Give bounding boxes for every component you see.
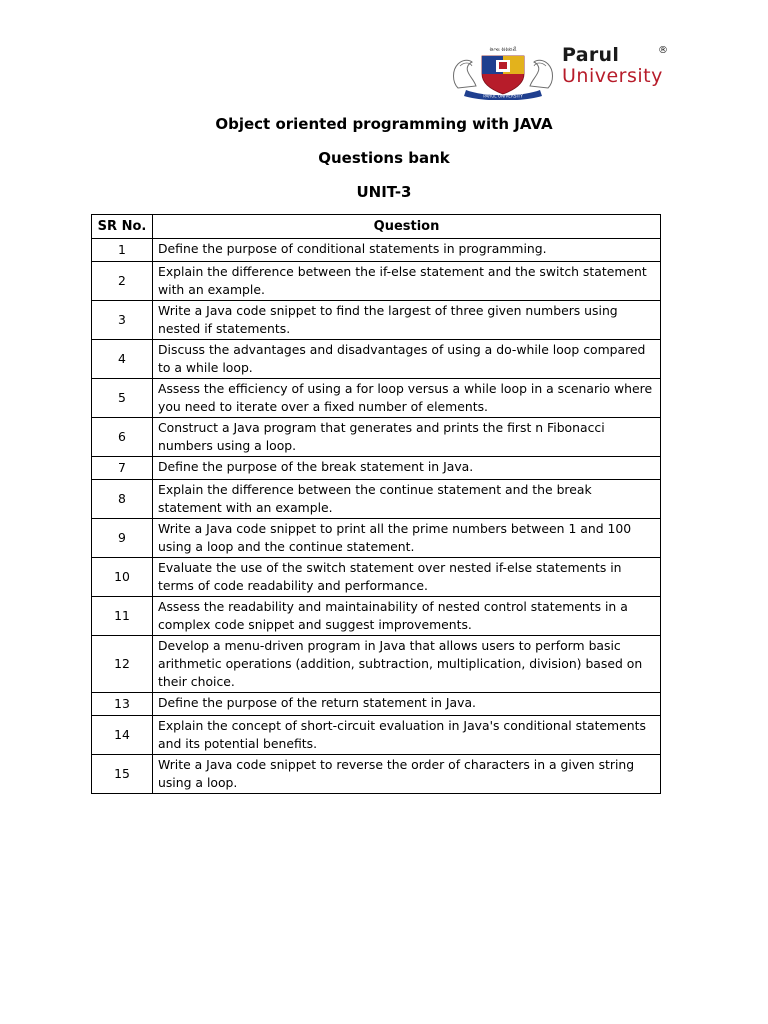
- row-sr-number: 1: [92, 239, 153, 262]
- emblem-ribbon-text: PARUL UNIVERSITY: [483, 93, 523, 99]
- questions-table: [91, 214, 661, 794]
- column-header-question: Question: [153, 215, 661, 239]
- row-question: Evaluate the use of the switch statement over nested if-else statements in terms of code readability and performance.: [153, 558, 661, 597]
- logo-subbrand: University: [562, 65, 663, 87]
- row-sr-number: 9: [92, 519, 153, 558]
- row-sr-number: 14: [92, 716, 153, 755]
- row-sr-number: 10: [92, 558, 153, 597]
- row-question: Develop a menu-driven program in Java that allows users to perform basic arithmetic operations (addition, subtraction, multiplication, division) based on their choice.: [153, 636, 661, 693]
- row-question: Write a Java code snippet to find the largest of three given numbers using nested if statements.: [153, 301, 661, 340]
- document-title: Object oriented programming with JAVA: [215, 115, 553, 133]
- row-question: Explain the concept of short-circuit evaluation in Java's conditional statements and its potential benefits.: [153, 716, 661, 755]
- row-sr-number: 2: [92, 262, 153, 301]
- row-question: Write a Java code snippet to reverse the order of characters in a given string using a loop.: [153, 755, 661, 794]
- table-row: [92, 418, 661, 457]
- row-sr-number: 11: [92, 597, 153, 636]
- table-header-row: [92, 215, 661, 239]
- row-question: Explain the difference between the if-else statement and the switch statement with an example.: [153, 262, 661, 301]
- logo-registered-mark: ®: [658, 45, 668, 56]
- document-subtitle: Questions bank: [318, 149, 450, 167]
- table-row: [92, 693, 661, 716]
- row-question: Assess the readability and maintainability of nested control statements in a complex code snippet and suggest improvements.: [153, 597, 661, 636]
- row-sr-number: 8: [92, 480, 153, 519]
- row-question: Assess the efficiency of using a for loop versus a while loop in a scenario where you need to iterate over a fixed number of elements.: [153, 379, 661, 418]
- logo-wordmark: [562, 44, 668, 87]
- table-row: [92, 262, 661, 301]
- table-row: [92, 239, 661, 262]
- table-row: [92, 301, 661, 340]
- row-sr-number: 7: [92, 457, 153, 480]
- university-emblem-icon: [444, 44, 560, 100]
- table-row: [92, 636, 661, 693]
- row-sr-number: 12: [92, 636, 153, 693]
- row-sr-number: 6: [92, 418, 153, 457]
- table-row: [92, 519, 661, 558]
- table-row: [92, 480, 661, 519]
- row-question: Define the purpose of the return statement in Java.: [153, 693, 661, 716]
- logo-brand: Parul: [562, 44, 620, 66]
- row-sr-number: 5: [92, 379, 153, 418]
- row-sr-number: 4: [92, 340, 153, 379]
- table-row: [92, 716, 661, 755]
- row-sr-number: 3: [92, 301, 153, 340]
- row-sr-number: 15: [92, 755, 153, 794]
- document-unit: UNIT-3: [356, 183, 412, 201]
- table-row: [92, 597, 661, 636]
- row-question: Explain the difference between the continue statement and the break statement with an example.: [153, 480, 661, 519]
- emblem-motto: સત્ય સંસ્કારી: [489, 47, 517, 53]
- table-row: [92, 755, 661, 794]
- row-question: Define the purpose of the break statement in Java.: [153, 457, 661, 480]
- row-question: Write a Java code snippet to print all the prime numbers between 1 and 100 using a loop and the continue statement.: [153, 519, 661, 558]
- row-question: Discuss the advantages and disadvantages of using a do-while loop compared to a while loop.: [153, 340, 661, 379]
- row-question: Construct a Java program that generates and prints the first n Fibonacci numbers using a loop.: [153, 418, 661, 457]
- table-row: [92, 340, 661, 379]
- table-row: [92, 457, 661, 480]
- table-row: [92, 379, 661, 418]
- row-sr-number: 13: [92, 693, 153, 716]
- row-question: Define the purpose of conditional statements in programming.: [153, 239, 661, 262]
- university-logo: [444, 44, 684, 100]
- column-header-sr: SR No.: [92, 215, 153, 239]
- table-row: [92, 558, 661, 597]
